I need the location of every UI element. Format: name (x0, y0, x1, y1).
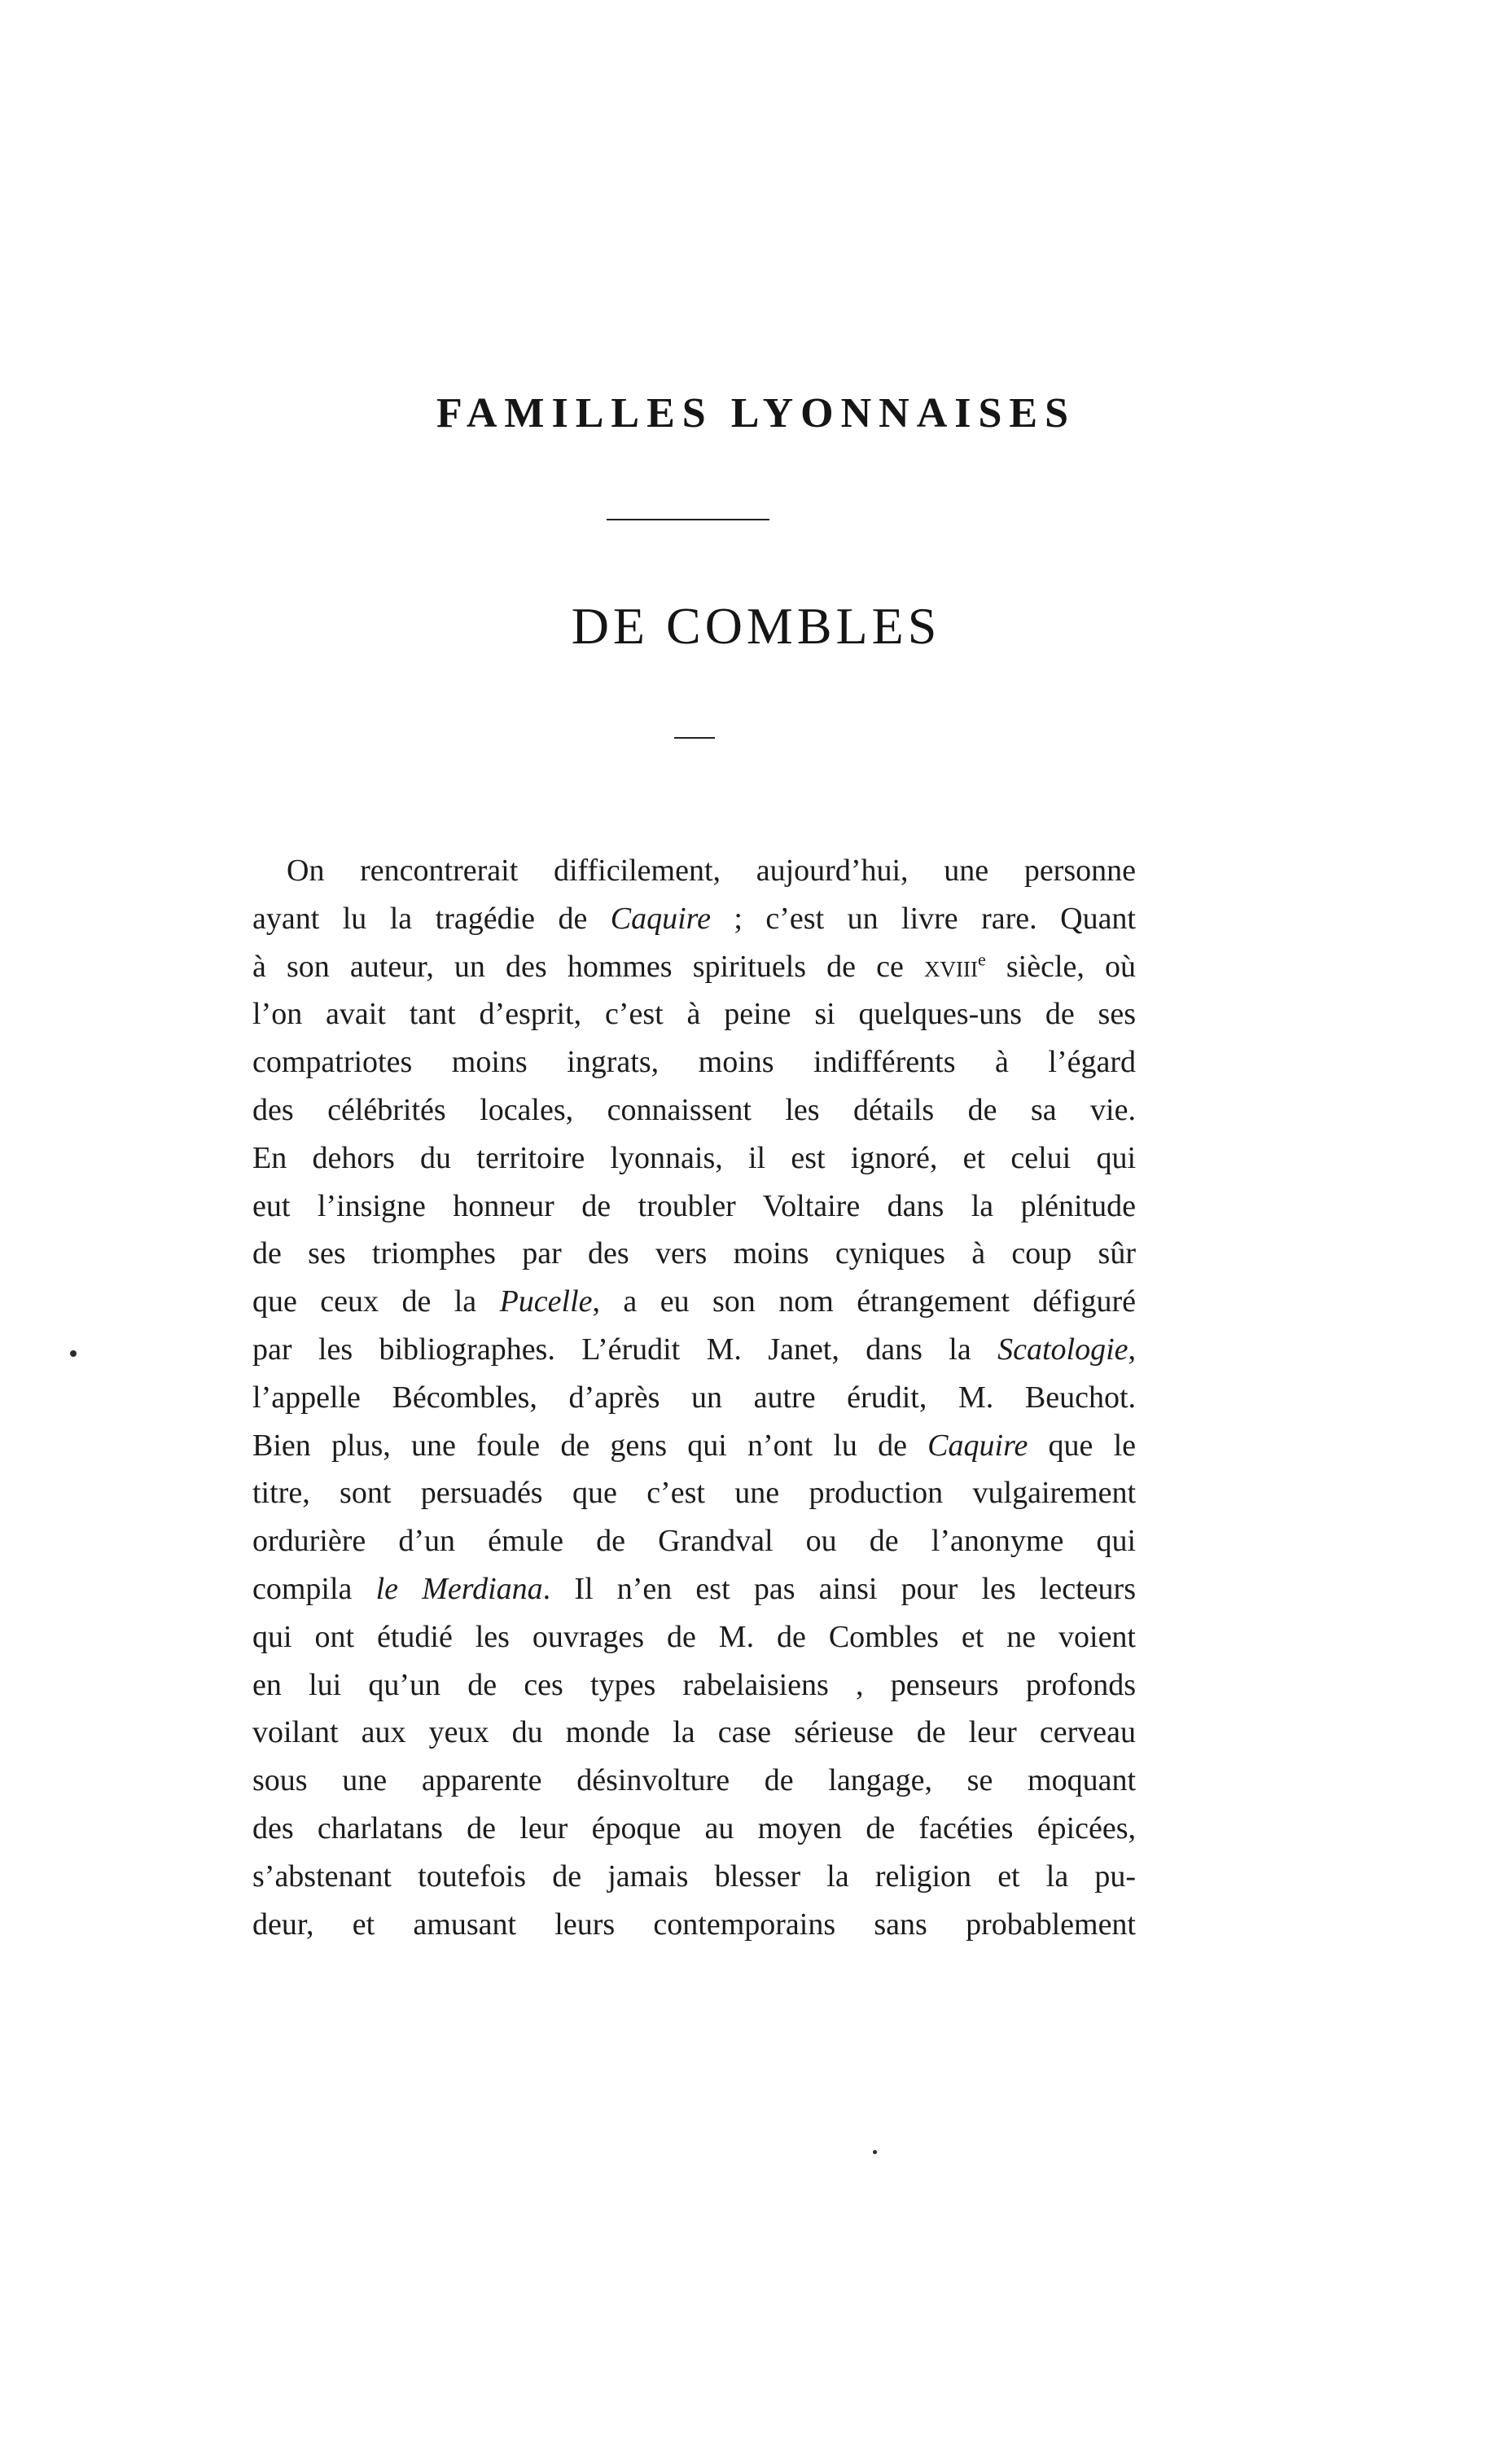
text-span: s’abstenant toutefois de jamais blesser la religion et la pu- (252, 1859, 1136, 1894)
text-span: e (977, 948, 986, 969)
margin-speck (70, 1350, 77, 1357)
text-span: l’on avait tant d’esprit, c’est à peine si quelques-uns de ses (252, 997, 1136, 1032)
text-line (252, 1134, 1136, 1183)
text-line (252, 1183, 1136, 1231)
text-line (252, 1853, 1136, 1901)
text-span: à son auteur, un des hommes spirituels de ce (252, 949, 924, 984)
text-span: siècle, où (985, 949, 1136, 984)
chapter-separator-rule (674, 737, 715, 739)
text-line (252, 1230, 1136, 1278)
text-line (252, 943, 1136, 991)
text-span: qui ont étudié les ouvrages de M. de Combles et ne voient (252, 1619, 1136, 1654)
text-line (252, 1565, 1136, 1613)
text-span: de ses triomphes par des vers moins cyniques à coup sûr (252, 1236, 1136, 1271)
running-title: FAMILLES LYONNAISES (436, 390, 1076, 437)
text-span: xviii (924, 949, 978, 984)
italic-title: Pucelle (499, 1284, 593, 1319)
text-span: En dehors du territoire lyonnais, il est ignoré, et celui qui (252, 1140, 1136, 1175)
text-span: Bien plus, une foule de gens qui n’ont lu de (252, 1428, 928, 1463)
text-span: que ceux de la (252, 1284, 500, 1319)
text-line (252, 895, 1136, 943)
text-line (252, 1469, 1136, 1517)
text-span: ordurière d’un émule de Grandval ou de l’anonyme qui (252, 1524, 1136, 1559)
text-span: , (1128, 1332, 1136, 1367)
text-line (252, 1517, 1136, 1565)
text-line (252, 1757, 1136, 1805)
text-span: voilant aux yeux du monde la case sérieuse de leur cerveau (252, 1715, 1136, 1750)
text-line (252, 1038, 1136, 1086)
text-line (252, 1661, 1136, 1709)
text-line (252, 990, 1136, 1038)
text-line (252, 1613, 1136, 1661)
italic-title: Caquire (610, 901, 711, 936)
text-span: ayant lu la tragédie de (252, 901, 611, 936)
text-span: par les bibliographes. L’érudit M. Janet, dans la (252, 1332, 998, 1367)
text-line (252, 1422, 1136, 1470)
text-line (252, 1326, 1136, 1374)
margin-speck (873, 2150, 877, 2154)
text-line (252, 1805, 1136, 1853)
text-span: l’appelle Bécombles, d’après un autre érudit, M. Beuchot. (252, 1380, 1136, 1415)
text-line (252, 847, 1136, 895)
text-span: compila (252, 1571, 376, 1606)
text-span: eut l’insigne honneur de troubler Voltaire dans la plénitude (252, 1188, 1136, 1223)
text-line (252, 1901, 1136, 1949)
text-span: compatriotes moins ingrats, moins indifférents à l’égard (252, 1045, 1136, 1080)
text-span: deur, et amusant leurs contemporains sans probablement (252, 1907, 1136, 1942)
text-span: ; c’est un livre rare. Quant (710, 901, 1136, 936)
text-span: On rencontrerait difficilement, aujourd’hui, une personne (287, 854, 1136, 888)
text-span: que le (1028, 1428, 1136, 1463)
text-line (252, 1278, 1136, 1326)
text-span: titre, sont persuadés que c’est une production vulgairement (252, 1476, 1136, 1511)
text-span: . Il n’en est pas ainsi pour les lecteurs (542, 1571, 1136, 1606)
body-text (252, 847, 1136, 1948)
italic-title: le Merdiana (375, 1571, 543, 1606)
text-span: des charlatans de leur époque au moyen de facéties épicées, (252, 1810, 1136, 1845)
title-separator-rule (607, 519, 769, 520)
text-line (252, 1086, 1136, 1134)
text-line (252, 1374, 1136, 1422)
italic-title: Caquire (927, 1428, 1028, 1463)
italic-title: Scatologie (997, 1332, 1129, 1367)
text-span: sous une apparente désinvolture de langage, se moquant (252, 1763, 1136, 1798)
text-line (252, 1709, 1136, 1757)
chapter-title: DE COMBLES (571, 597, 941, 655)
text-span: des célébrités locales, connaissent les détails de sa vie. (252, 1092, 1136, 1127)
text-span: en lui qu’un de ces types rabelaisiens , penseurs profonds (252, 1667, 1136, 1702)
text-span: , a eu son nom étrangement défiguré (592, 1284, 1136, 1319)
